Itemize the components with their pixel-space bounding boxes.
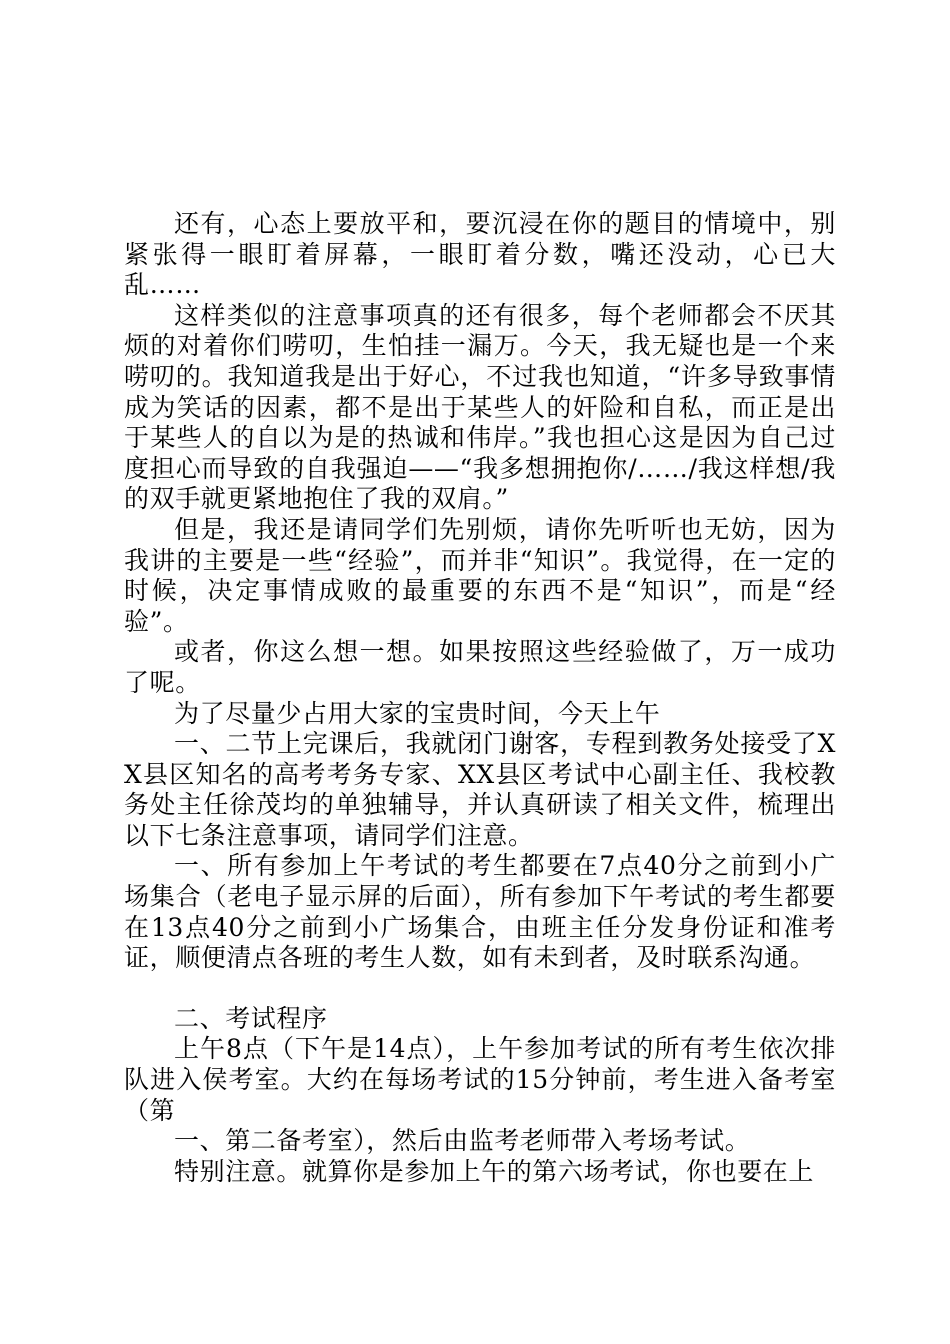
paragraph-special-note: 特别注意。就算你是参加上午的第六场考试，你也要在上 <box>174 1156 815 1186</box>
paragraph-guidance: 一、二节上完课后，我就闭门谢客，专程到教务处接受了XX县区知名的高考考务专家、XX县区考试中心副主任、我校教务处主任徐茂均的单独辅导，并认真研读了相关文件，梳理出以下七条注意事项，请同学们注意。 <box>124 729 836 850</box>
paragraph-experience: 但是，我还是请同学们先别烦，请你先听听也无妨，因为我讲的主要是一些“经验”，而并非“知识”。我觉得，在一定的时候，决定事情成败的最重要的东西不是“知识”，而是“经验”。 <box>124 514 836 636</box>
paragraph-try-it: 或者，你这么想一想。如果按照这些经验做了，万一成功了呢。 <box>124 637 836 697</box>
paragraph-queue: 上午8点（下午是14点），上午参加考试的所有考生依次排队进入侯考室。大约在每场考试的15分钟前，考生进入备考室（第 <box>124 1034 836 1125</box>
paragraph-item-one-gathering: 一、所有参加上午考试的考生都要在7点40分之前到小广场集合（老电子显示屏的后面），所有参加下午考试的考生都要在13点40分之前到小广场集合，由班主任分发身份证和准考证，顺便清点各班的考生人数，如有未到者，及时联系沟通。 <box>124 851 836 973</box>
paragraph-waiting-rooms: 一、第二备考室），然后由监考老师带入考场考试。 <box>174 1126 751 1156</box>
section-heading-exam-procedure: 二、考试程序 <box>174 1003 328 1033</box>
paragraph-nagging: 这样类似的注意事项真的还有很多，每个老师都会不厌其烦的对着你们唠叨，生怕挂一漏万。今天，我无疑也是一个来唠叨的。我知道我是出于好心，不过我也知道，“许多导致事情成为笑话的因素，都不是出于某些人的奸险和自私，而正是出于某些人的自以为是的热诚和伟岸。”我也担心这是因为自己过度担心而导致的自我强迫——“我多想拥抱你/……/我这样想/我的双手就更紧地抱住了我的双肩。” <box>124 300 836 514</box>
paragraph-save-time: 为了尽量少占用大家的宝贵时间，今天上午 <box>174 698 661 728</box>
paragraph-mindset: 还有，心态上要放平和，要沉浸在你的题目的情境中，别紧张得一眼盯着屏幕，一眼盯着分数，嘴还没动，心已大乱…… <box>124 209 836 300</box>
document-body <box>124 209 836 1187</box>
